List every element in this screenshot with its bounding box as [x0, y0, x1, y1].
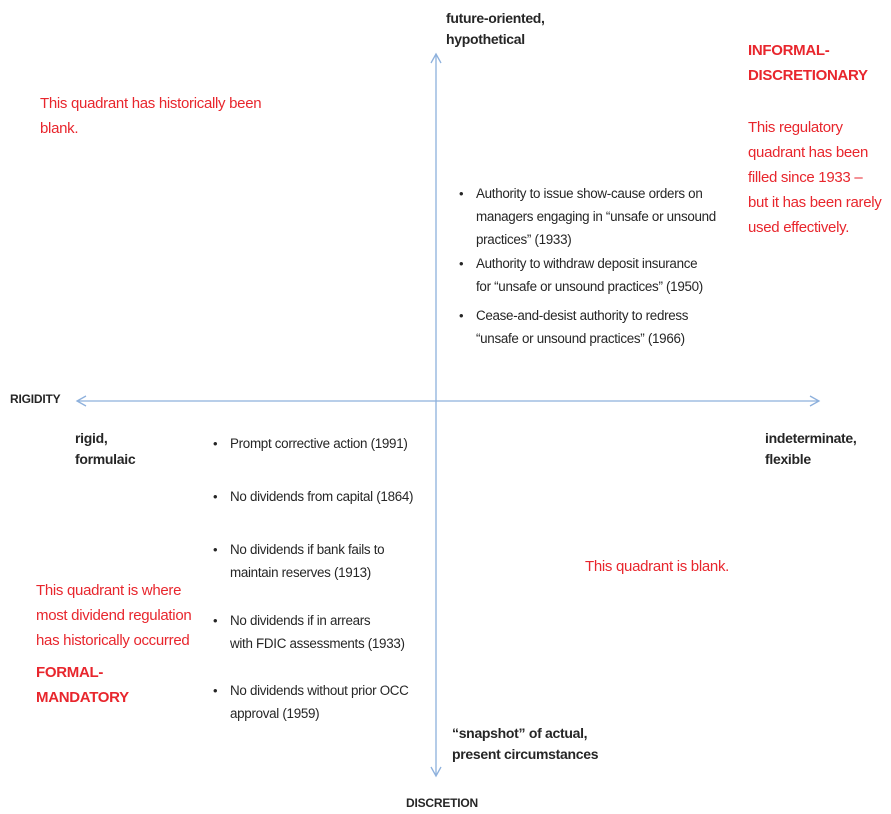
list-item: [456, 252, 716, 298]
horizontal-axis-name: RIGIDITY: [10, 392, 61, 406]
formal-mandatory-title: [36, 660, 129, 710]
top-axis-label-line: hypothetical: [446, 31, 525, 47]
formal-mandatory-list: [210, 432, 413, 725]
list-item-line: “unsafe or unsound practices” (1966): [476, 331, 685, 346]
list-item: [210, 538, 413, 584]
right-axis-label: [765, 428, 857, 470]
note-line: blank.: [40, 120, 79, 137]
bottom-right-quadrant-note: [585, 554, 729, 579]
list-item-line: • Authority to issue show-cause orders on: [476, 186, 703, 201]
list-item-line: • No dividends from capital (1864): [230, 489, 414, 504]
right-axis-label-line: flexible: [765, 451, 811, 467]
left-axis-label-line: formulaic: [75, 451, 136, 467]
list-item-line: • Prompt corrective action (1991): [230, 436, 408, 451]
note-line: quadrant has been: [748, 144, 869, 161]
bottom-axis-label-line: present circumstances: [452, 746, 599, 762]
right-axis-label-line: indeterminate,: [765, 430, 857, 446]
top-left-quadrant-note: [40, 91, 261, 141]
list-item: [210, 609, 413, 655]
note-line: most dividend regulation: [36, 607, 192, 624]
bottom-axis-label: [452, 723, 598, 765]
bottom-axis-label-line: “snapshot” of actual,: [452, 725, 588, 741]
title-line: FORMAL-: [36, 664, 104, 681]
top-axis-label: [446, 8, 545, 50]
list-item: [210, 679, 413, 725]
list-item-line: for “unsafe or unsound practices” (1950): [476, 279, 703, 294]
list-item: [456, 182, 716, 251]
vertical-axis-name: DISCRETION: [406, 796, 479, 810]
informal-discretionary-title: [748, 38, 868, 88]
note-line: has historically occurred: [36, 632, 190, 649]
note-line: This quadrant is blank.: [585, 558, 730, 575]
list-item: [456, 304, 716, 350]
informal-discretionary-list: [456, 182, 716, 350]
list-item: [210, 485, 413, 508]
list-item-line: approval (1959): [230, 706, 320, 721]
note-line: filled since 1933 –: [748, 169, 863, 186]
left-axis-label-line: rigid,: [75, 430, 108, 446]
note-line: This quadrant has historically been: [40, 95, 262, 112]
vertical-axis: [431, 54, 441, 776]
title-line: MANDATORY: [36, 689, 129, 706]
list-item-line: with FDIC assessments (1933): [230, 636, 405, 651]
note-line: This quadrant is where: [36, 582, 182, 599]
horizontal-axis: [77, 396, 819, 406]
list-item-line: • Authority to withdraw deposit insurance: [476, 256, 698, 271]
list-item-line: • Cease-and-desist authority to redress: [476, 308, 689, 323]
list-item-line: • No dividends if in arrears: [230, 613, 371, 628]
note-line: used effectively.: [748, 219, 850, 236]
left-axis-label: [75, 428, 135, 470]
note-line: This regulatory: [748, 119, 843, 136]
list-item-line: maintain reserves (1913): [230, 565, 371, 580]
list-item-line: • No dividends without prior OCC: [230, 683, 409, 698]
list-item-line: managers engaging in “unsafe or unsound: [476, 209, 716, 224]
top-right-quadrant-note: [748, 115, 881, 240]
list-item: [210, 432, 413, 455]
title-line: INFORMAL-: [748, 42, 830, 59]
note-line: but it has been rarely: [748, 194, 882, 211]
bottom-left-quadrant-note: [36, 578, 191, 653]
list-item-line: • No dividends if bank fails to: [230, 542, 385, 557]
list-item-line: practices” (1933): [476, 232, 572, 247]
title-line: DISCRETIONARY: [748, 67, 868, 84]
top-axis-label-line: future-oriented,: [446, 10, 545, 26]
